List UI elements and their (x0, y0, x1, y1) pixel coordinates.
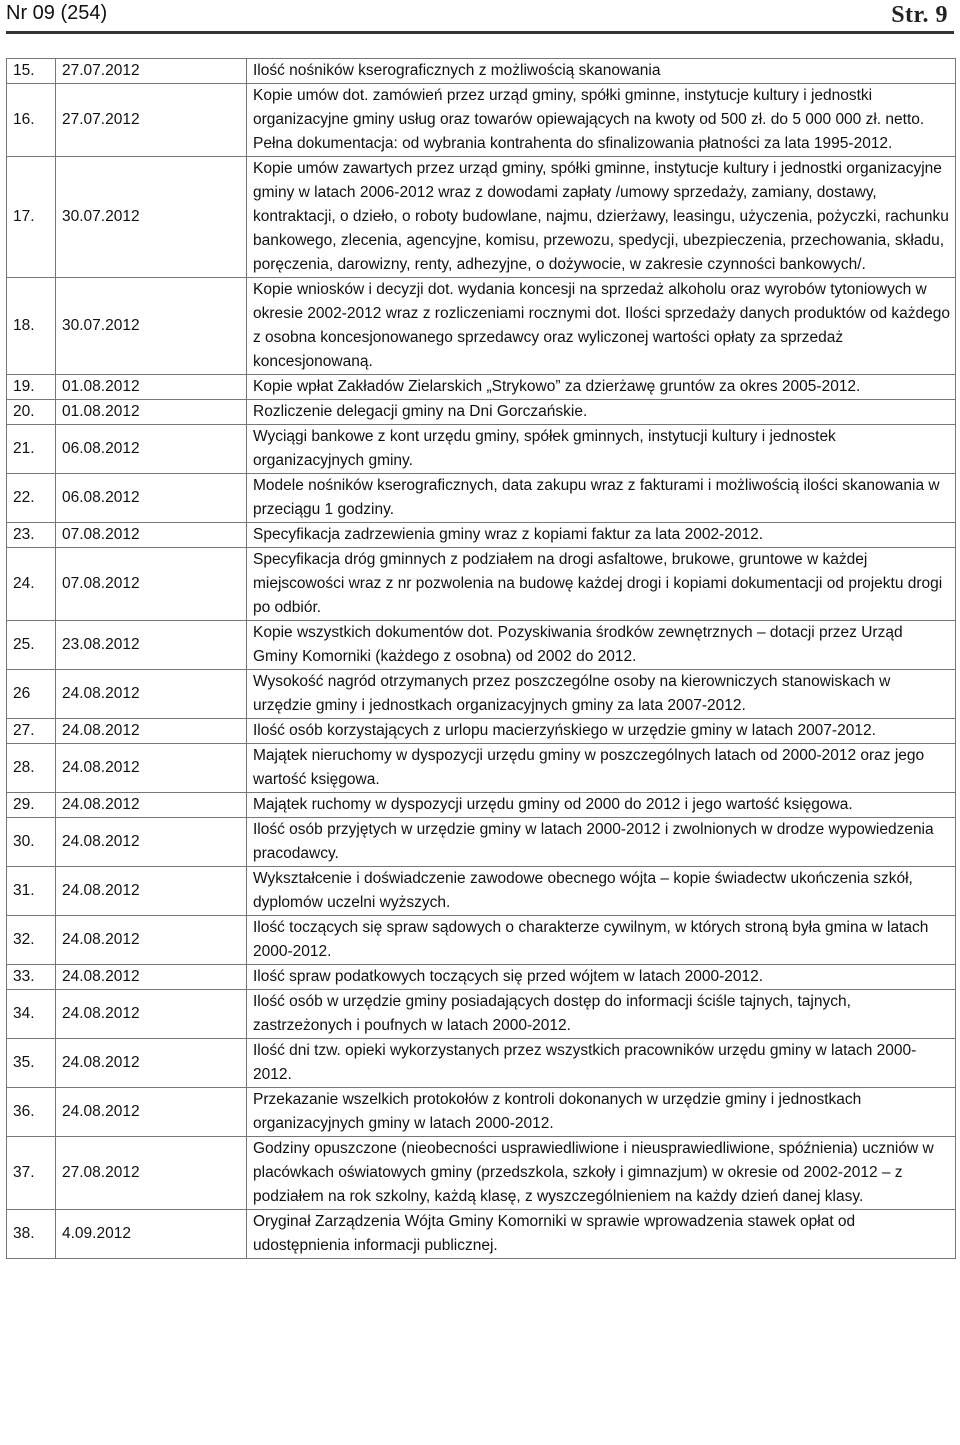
row-date: 06.08.2012 (56, 425, 247, 474)
row-description: Wyciągi bankowe z kont urzędu gminy, spółek gminnych, instytucji kultury i jednostek organizacyjnych gminy. (247, 425, 956, 474)
row-date: 27.07.2012 (56, 59, 247, 84)
row-date: 24.08.2012 (56, 965, 247, 990)
table-row (7, 621, 956, 670)
row-number: 20. (7, 400, 56, 425)
table-row (7, 375, 956, 400)
row-number: 30. (7, 818, 56, 867)
row-number: 32. (7, 916, 56, 965)
header-rule (6, 31, 954, 34)
row-date: 24.08.2012 (56, 744, 247, 793)
table-row (7, 670, 956, 719)
row-number: 37. (7, 1137, 56, 1210)
table-row (7, 523, 956, 548)
row-number: 34. (7, 990, 56, 1039)
row-number: 28. (7, 744, 56, 793)
row-description: Rozliczenie delegacji gminy na Dni Gorczańskie. (247, 400, 956, 425)
row-number: 36. (7, 1088, 56, 1137)
table-row (7, 278, 956, 375)
row-description: Kopie wniosków i decyzji dot. wydania koncesji na sprzedaż alkoholu oraz wyrobów tytoniowych w okresie 2002-2012 wraz z rozliczeniami rocznymi dot. Ilości sprzedaży danych produktów od każdego z osobna koncesjonowanego sprzedawcy oraz wyliczonej wartości opłaty za sprzedaż koncesjonowaną. (247, 278, 956, 375)
row-date: 24.08.2012 (56, 818, 247, 867)
row-number: 25. (7, 621, 56, 670)
row-number: 16. (7, 84, 56, 157)
table-row (7, 1210, 956, 1259)
table-row (7, 744, 956, 793)
row-description: Majątek nieruchomy w dyspozycji urzędu gminy w poszczególnych latach od 2000-2012 oraz jego wartość księgowa. (247, 744, 956, 793)
row-description: Ilość toczących się spraw sądowych o charakterze cywilnym, w których stroną była gmina w latach 2000-2012. (247, 916, 956, 965)
table-row (7, 990, 956, 1039)
table-row (7, 793, 956, 818)
table-row (7, 818, 956, 867)
row-number: 26 (7, 670, 56, 719)
table-row (7, 59, 956, 84)
page-header (6, 0, 954, 34)
table-row (7, 400, 956, 425)
row-date: 4.09.2012 (56, 1210, 247, 1259)
row-number: 38. (7, 1210, 56, 1259)
row-description: Ilość dni tzw. opieki wykorzystanych przez wszystkich pracowników urzędu gminy w latach 2000-2012. (247, 1039, 956, 1088)
row-description: Modele nośników kserograficznych, data zakupu wraz z fakturami i możliwością ilości skanowania w przeciągu 1 godziny. (247, 474, 956, 523)
page-number: Str. 9 (891, 2, 948, 28)
row-number: 31. (7, 867, 56, 916)
row-number: 19. (7, 375, 56, 400)
table-row (7, 84, 956, 157)
row-description: Kopie umów zawartych przez urząd gminy, spółki gminne, instytucje kultury i jednostki organizacyjne gminy w latach 2006-2012 wraz z dowodami zapłaty /umowy sprzedaży, zamiany, dostawy, kontraktacji, o dzieło, o roboty budowlane, najmu, dzierżawy, leasingu, użyczenia, pożyczki, rachunku bankowego, zlecenia, agencyjne, komisu, przewozu, spedycji, ubezpieczenia, przechowania, składu, poręczenia, darowizny, renty, adhezyjne, o dożywocie, w zakresie czynności bankowych/. (247, 157, 956, 278)
row-description: Przekazanie wszelkich protokołów z kontroli dokonanych w urzędzie gminy i jednostkach organizacyjnych gminy w latach 2000-2012. (247, 1088, 956, 1137)
row-number: 22. (7, 474, 56, 523)
row-number: 21. (7, 425, 56, 474)
row-date: 23.08.2012 (56, 621, 247, 670)
table-row (7, 867, 956, 916)
row-description: Ilość nośników kserograficznych z możliwością skanowania (247, 59, 956, 84)
row-description: Kopie umów dot. zamówień przez urząd gminy, spółki gminne, instytucje kultury i jednostki organizacyjne gminy usług oraz towarów opiewających na kwoty od 500 zł. do 5 000 000 zł. netto. Pełna dokumentacja: od wybrania kontrahenta do sfinalizowania płatności za lata 1995-2012. (247, 84, 956, 157)
row-date: 24.08.2012 (56, 719, 247, 744)
table-row (7, 1088, 956, 1137)
row-date: 24.08.2012 (56, 670, 247, 719)
row-date: 24.08.2012 (56, 916, 247, 965)
row-date: 01.08.2012 (56, 400, 247, 425)
requests-table-body (7, 59, 956, 1259)
row-date: 07.08.2012 (56, 523, 247, 548)
row-date: 27.07.2012 (56, 84, 247, 157)
table-row (7, 1039, 956, 1088)
row-number: 27. (7, 719, 56, 744)
row-number: 29. (7, 793, 56, 818)
row-number: 15. (7, 59, 56, 84)
table-row (7, 474, 956, 523)
table-row (7, 548, 956, 621)
row-number: 35. (7, 1039, 56, 1088)
row-number: 18. (7, 278, 56, 375)
row-number: 17. (7, 157, 56, 278)
row-description: Kopie wpłat Zakładów Zielarskich „Strykowo” za dzierżawę gruntów za okres 2005-2012. (247, 375, 956, 400)
row-description: Majątek ruchomy w dyspozycji urzędu gminy od 2000 do 2012 i jego wartość księgowa. (247, 793, 956, 818)
row-description: Specyfikacja dróg gminnych z podziałem na drogi asfaltowe, brukowe, gruntowe w każdej miejscowości wraz z nr pozwolenia na budowę każdej drogi i kopiami dokumentacji od projektu drogi po odbiór. (247, 548, 956, 621)
table-row (7, 719, 956, 744)
requests-table (6, 58, 956, 1259)
table-row (7, 425, 956, 474)
row-date: 07.08.2012 (56, 548, 247, 621)
table-row (7, 1137, 956, 1210)
row-description: Specyfikacja zadrzewienia gminy wraz z kopiami faktur za lata 2002-2012. (247, 523, 956, 548)
row-description: Ilość osób przyjętych w urzędzie gminy w latach 2000-2012 i zwolnionych w drodze wypowiedzenia pracodawcy. (247, 818, 956, 867)
row-date: 01.08.2012 (56, 375, 247, 400)
row-number: 33. (7, 965, 56, 990)
row-description: Ilość osób w urzędzie gminy posiadających dostęp do informacji ściśle tajnych, tajnych, zastrzeżonych i poufnych w latach 2000-2012. (247, 990, 956, 1039)
row-description: Kopie wszystkich dokumentów dot. Pozyskiwania środków zewnętrznych – dotacji przez Urząd Gminy Komorniki (każdego z osobna) od 2002 do 2012. (247, 621, 956, 670)
row-description: Ilość spraw podatkowych toczących się przed wójtem w latach 2000-2012. (247, 965, 956, 990)
issue-number: Nr 09 (254) (6, 2, 108, 24)
row-date: 24.08.2012 (56, 793, 247, 818)
row-date: 30.07.2012 (56, 157, 247, 278)
table-row (7, 916, 956, 965)
row-date: 30.07.2012 (56, 278, 247, 375)
row-date: 06.08.2012 (56, 474, 247, 523)
row-number: 23. (7, 523, 56, 548)
table-row (7, 965, 956, 990)
table-row (7, 157, 956, 278)
row-date: 24.08.2012 (56, 1088, 247, 1137)
row-description: Oryginał Zarządzenia Wójta Gminy Komorniki w sprawie wprowadzenia stawek opłat od udostępnienia informacji publicznej. (247, 1210, 956, 1259)
row-date: 27.08.2012 (56, 1137, 247, 1210)
row-date: 24.08.2012 (56, 867, 247, 916)
row-date: 24.08.2012 (56, 1039, 247, 1088)
row-description: Ilość osób korzystających z urlopu macierzyńskiego w urzędzie gminy w latach 2007-2012. (247, 719, 956, 744)
row-description: Godziny opuszczone (nieobecności usprawiedliwione i nieusprawiedliwione, spóźnienia) uczniów w placówkach oświatowych gminy (przedszkola, szkoły i gimnazjum) w okresie od 2002-2012 – z podziałem na rok szkolny, każdą klasę, z wyszczególnieniem na każdy dzień danej klasy. (247, 1137, 956, 1210)
row-description: Wykształcenie i doświadczenie zawodowe obecnego wójta – kopie świadectw ukończenia szkół, dyplomów uczelni wyższych. (247, 867, 956, 916)
row-number: 24. (7, 548, 56, 621)
row-description: Wysokość nagród otrzymanych przez poszczególne osoby na kierowniczych stanowiskach w urzędzie gminy i jednostkach organizacyjnych gminy za lata 2007-2012. (247, 670, 956, 719)
row-date: 24.08.2012 (56, 990, 247, 1039)
